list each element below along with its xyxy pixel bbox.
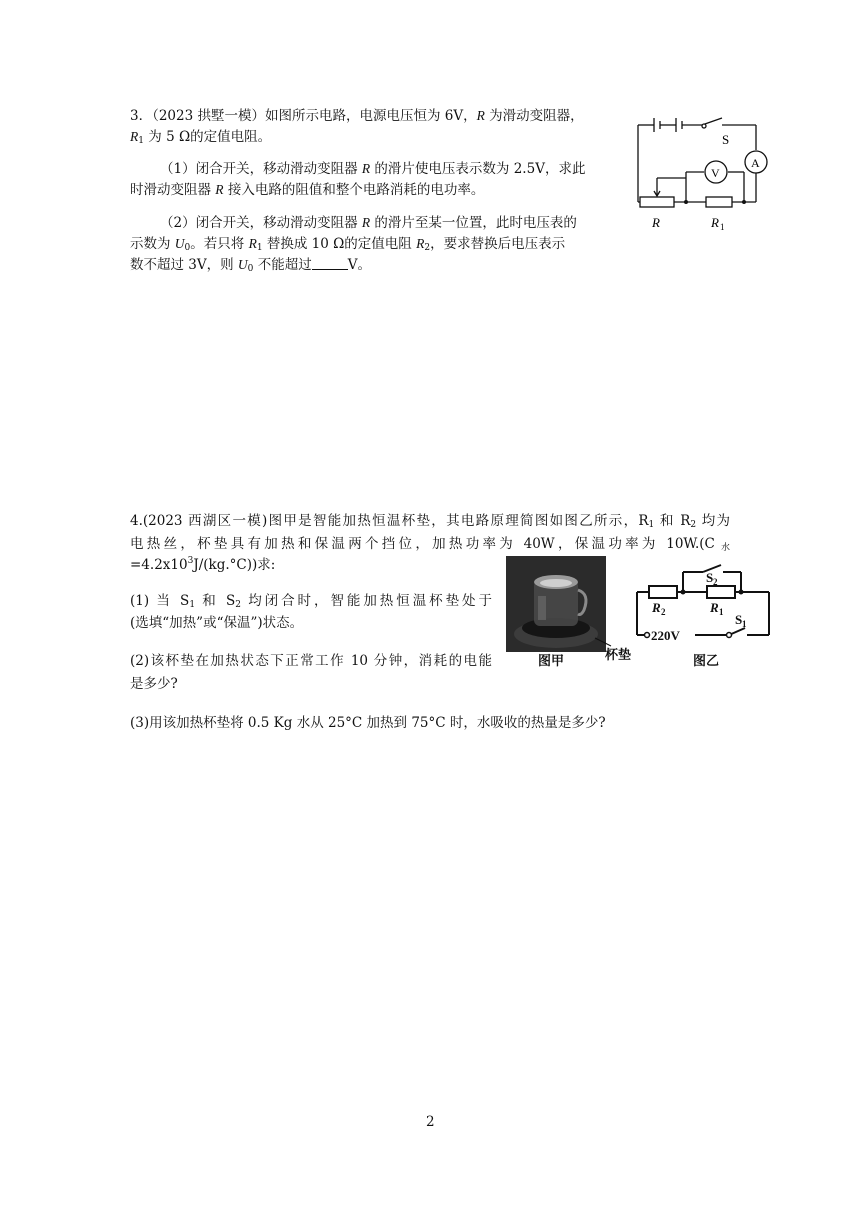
- q4-part2-line1: (2)该杯垫在加热状态下正常工作 10 分钟，消耗的电能: [130, 653, 492, 669]
- q3-stem-line1: 3．（2023 拱墅一模）如图所示电路，电源电压恒为 6V，R 为滑动变阻器，: [130, 108, 584, 124]
- svg-text:1: 1: [742, 619, 747, 629]
- svg-text:1: 1: [720, 222, 725, 232]
- q4-figure: [538, 560, 775, 672]
- switch-label: S: [722, 132, 730, 147]
- answer-blank[interactable]: [312, 257, 348, 270]
- caption-figure-a: 图甲: [538, 653, 565, 668]
- q3-part2-line3: 数不超过 3V，则 $U_0$ 不能超过 V。: [130, 257, 371, 274]
- q3-part2-line1: （2）闭合开关，移动滑动变阻器 R 的滑片至某一位置，此时电压表的: [160, 215, 577, 231]
- q4-stem-line1: 4.(2023 西湖区一模)图甲是智能加热恒温杯垫，其电路原理简图如图乙所示，$R_1$ 和 $R_2$ 均为: [130, 513, 730, 530]
- caption-figure-b: 图乙: [693, 653, 720, 668]
- q4-stem-line2: 电热丝，杯垫具有加热和保温两个挡位，加热功率为 40W，保温功率为 10W.(C $_水$: [130, 536, 730, 553]
- q3-part1-line2: 时滑动变阻器 R 接入电路的阻值和整个电路消耗的电功率。: [130, 182, 485, 198]
- s2-label: S: [706, 570, 714, 585]
- s1-label: S: [735, 612, 743, 627]
- q3-part2-line2: 示数为 $U_0$。若只将 $R_1$ 替换成 10 Ω的定值电阻 $R_2$，要求替换后电压表示: [130, 236, 566, 253]
- svg-text:2: 2: [713, 577, 718, 587]
- q4-part2-line2: 是多少?: [130, 676, 178, 692]
- q3-part1-line1: （1）闭合开关，移动滑动变阻器 R 的滑片使电压表示数为 2.5V，求此: [160, 161, 586, 177]
- q4-part1-line1: (1) 当 $S_1$ 和 $S_2$ 均闭合时，智能加热恒温杯垫处于: [130, 593, 492, 610]
- q4-part1-line2: (选填“加热”或“保温”)状态。: [130, 615, 304, 631]
- r2-label: R: [652, 600, 661, 615]
- voltmeter-label: V: [711, 166, 720, 180]
- r1-label: R: [710, 600, 719, 615]
- ammeter-label: A: [751, 156, 760, 170]
- q4-stem-line3: $=4.2x10^3J/(kg.^\circ C)$)求:: [130, 556, 276, 573]
- caption-cup-pad: 杯垫: [605, 647, 632, 662]
- svg-text:2: 2: [661, 607, 666, 617]
- q3-circuit-diagram: [630, 110, 780, 235]
- rheostat-label: R: [652, 215, 660, 230]
- q3-stem-line2: $R_1$ 为 5 Ω的定值电阻。: [130, 129, 272, 146]
- voltage-label: 220V: [651, 628, 680, 643]
- svg-text:1: 1: [719, 607, 724, 617]
- page-number: 2: [426, 1114, 435, 1130]
- q4-part3: (3)用该加热杯垫将 0.5 Kg 水从 25°C 加热到 75°C 时，水吸收的热量是多少?: [130, 715, 606, 731]
- resistor-r1-label: R: [711, 215, 719, 230]
